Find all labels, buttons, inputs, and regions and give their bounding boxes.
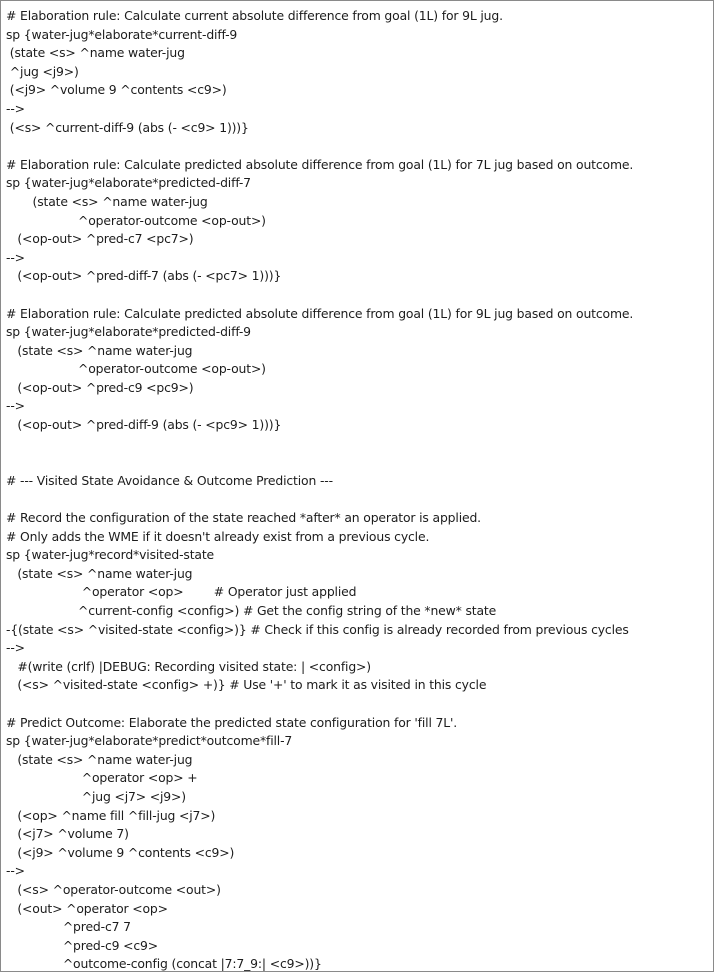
code-line: --> (6, 863, 25, 879)
code-line: # Elaboration rule: Calculate predicted absolute difference from goal (1L) for 7L jug based on outcome. (6, 156, 634, 172)
code-line: --> (6, 249, 25, 265)
code-line: (<op-out> ^pred-diff-9 (abs (- <pc9> 1)))} (6, 417, 282, 433)
code-line: (<op-out> ^pred-c7 <pc7>) (6, 231, 194, 247)
code-line (6, 286, 709, 305)
code-line: # Elaboration rule: Calculate current absolute difference from goal (1L) for 9L jug. (6, 8, 503, 23)
code-line: ^jug <j9>) (6, 63, 79, 79)
code-line: ^operator-outcome <op-out>) (6, 361, 266, 377)
code-line: (state <s> ^name water-jug (6, 751, 193, 767)
code-line: # Record the configuration of the state reached *after* an operator is applied. (6, 510, 481, 526)
code-line (6, 435, 709, 454)
code-line: ^outcome-config (concat |7:7_9:| <c9>))} (6, 956, 322, 972)
code-line: sp {water-jug*elaborate*current-diff-9 (6, 26, 238, 42)
code-line: #(write (crlf) |DEBUG: Recording visited state: | <config>) (6, 658, 371, 674)
code-line: (state <s> ^name water-jug (6, 45, 185, 61)
code-line: (state <s> ^name water-jug (6, 342, 193, 358)
code-line: sp {water-jug*elaborate*predicted-diff-9 (6, 324, 251, 340)
code-line: ^pred-c7 7 (6, 919, 131, 935)
code-line: (<j9> ^volume 9 ^contents <c9>) (6, 82, 227, 98)
code-line: -{(state <s> ^visited-state <config>)} # Check if this config is already recorded from previous cycles (6, 621, 629, 637)
code-line: ^operator <op> # Operator just applied (6, 584, 357, 600)
code-line: (<op-out> ^pred-diff-7 (abs (- <pc7> 1)))} (6, 268, 282, 284)
code-line: sp {water-jug*record*visited-state (6, 547, 215, 563)
code-line: (state <s> ^name water-jug (6, 193, 208, 209)
code-line: sp {water-jug*elaborate*predict*outcome*fill-7 (6, 733, 293, 749)
code-line: (<out> ^operator <op> (6, 900, 168, 916)
code-line: # --- Visited State Avoidance & Outcome Prediction --- (6, 472, 333, 488)
code-line: sp {water-jug*elaborate*predicted-diff-7 (6, 175, 251, 191)
code-line (6, 490, 709, 509)
code-line (6, 453, 709, 472)
code-line: (<j9> ^volume 9 ^contents <c9>) (6, 844, 235, 860)
code-line: ^current-config <config>) # Get the config string of the *new* state (6, 603, 497, 618)
code-line: ^operator <op> + (6, 770, 198, 786)
code-line: (<op> ^name fill ^fill-jug <j7>) (6, 807, 216, 823)
code-line (6, 137, 709, 156)
code-line: (<op-out> ^pred-c9 <pc9>) (6, 379, 194, 395)
code-line: (<s> ^operator-outcome <out>) (6, 881, 221, 897)
code-line: --> (6, 398, 25, 414)
code-line: ^jug <j7> <j9>) (6, 788, 186, 804)
code-line: # Elaboration rule: Calculate predicted absolute difference from goal (1L) for 9L jug based on outcome. (6, 305, 634, 321)
code-line: --> (6, 640, 25, 656)
code-line: (state <s> ^name water-jug (6, 565, 193, 581)
code-line (6, 695, 709, 714)
code-line: # Predict Outcome: Elaborate the predicted state configuration for 'fill 7L'. (6, 714, 458, 730)
code-block (6, 7, 709, 972)
code-line: # Only adds the WME if it doesn't already exist from a previous cycle. (6, 528, 430, 544)
code-line: (<s> ^visited-state <config> +)} # Use '+' to mark it as visited in this cycle (6, 677, 487, 693)
code-line: (<j7> ^volume 7) (6, 826, 129, 842)
code-line: ^pred-c9 <c9> (6, 937, 159, 953)
code-line: (<s> ^current-diff-9 (abs (- <c9> 1)))} (6, 119, 249, 135)
code-line: --> (6, 100, 25, 116)
code-line: ^operator-outcome <op-out>) (6, 212, 266, 228)
